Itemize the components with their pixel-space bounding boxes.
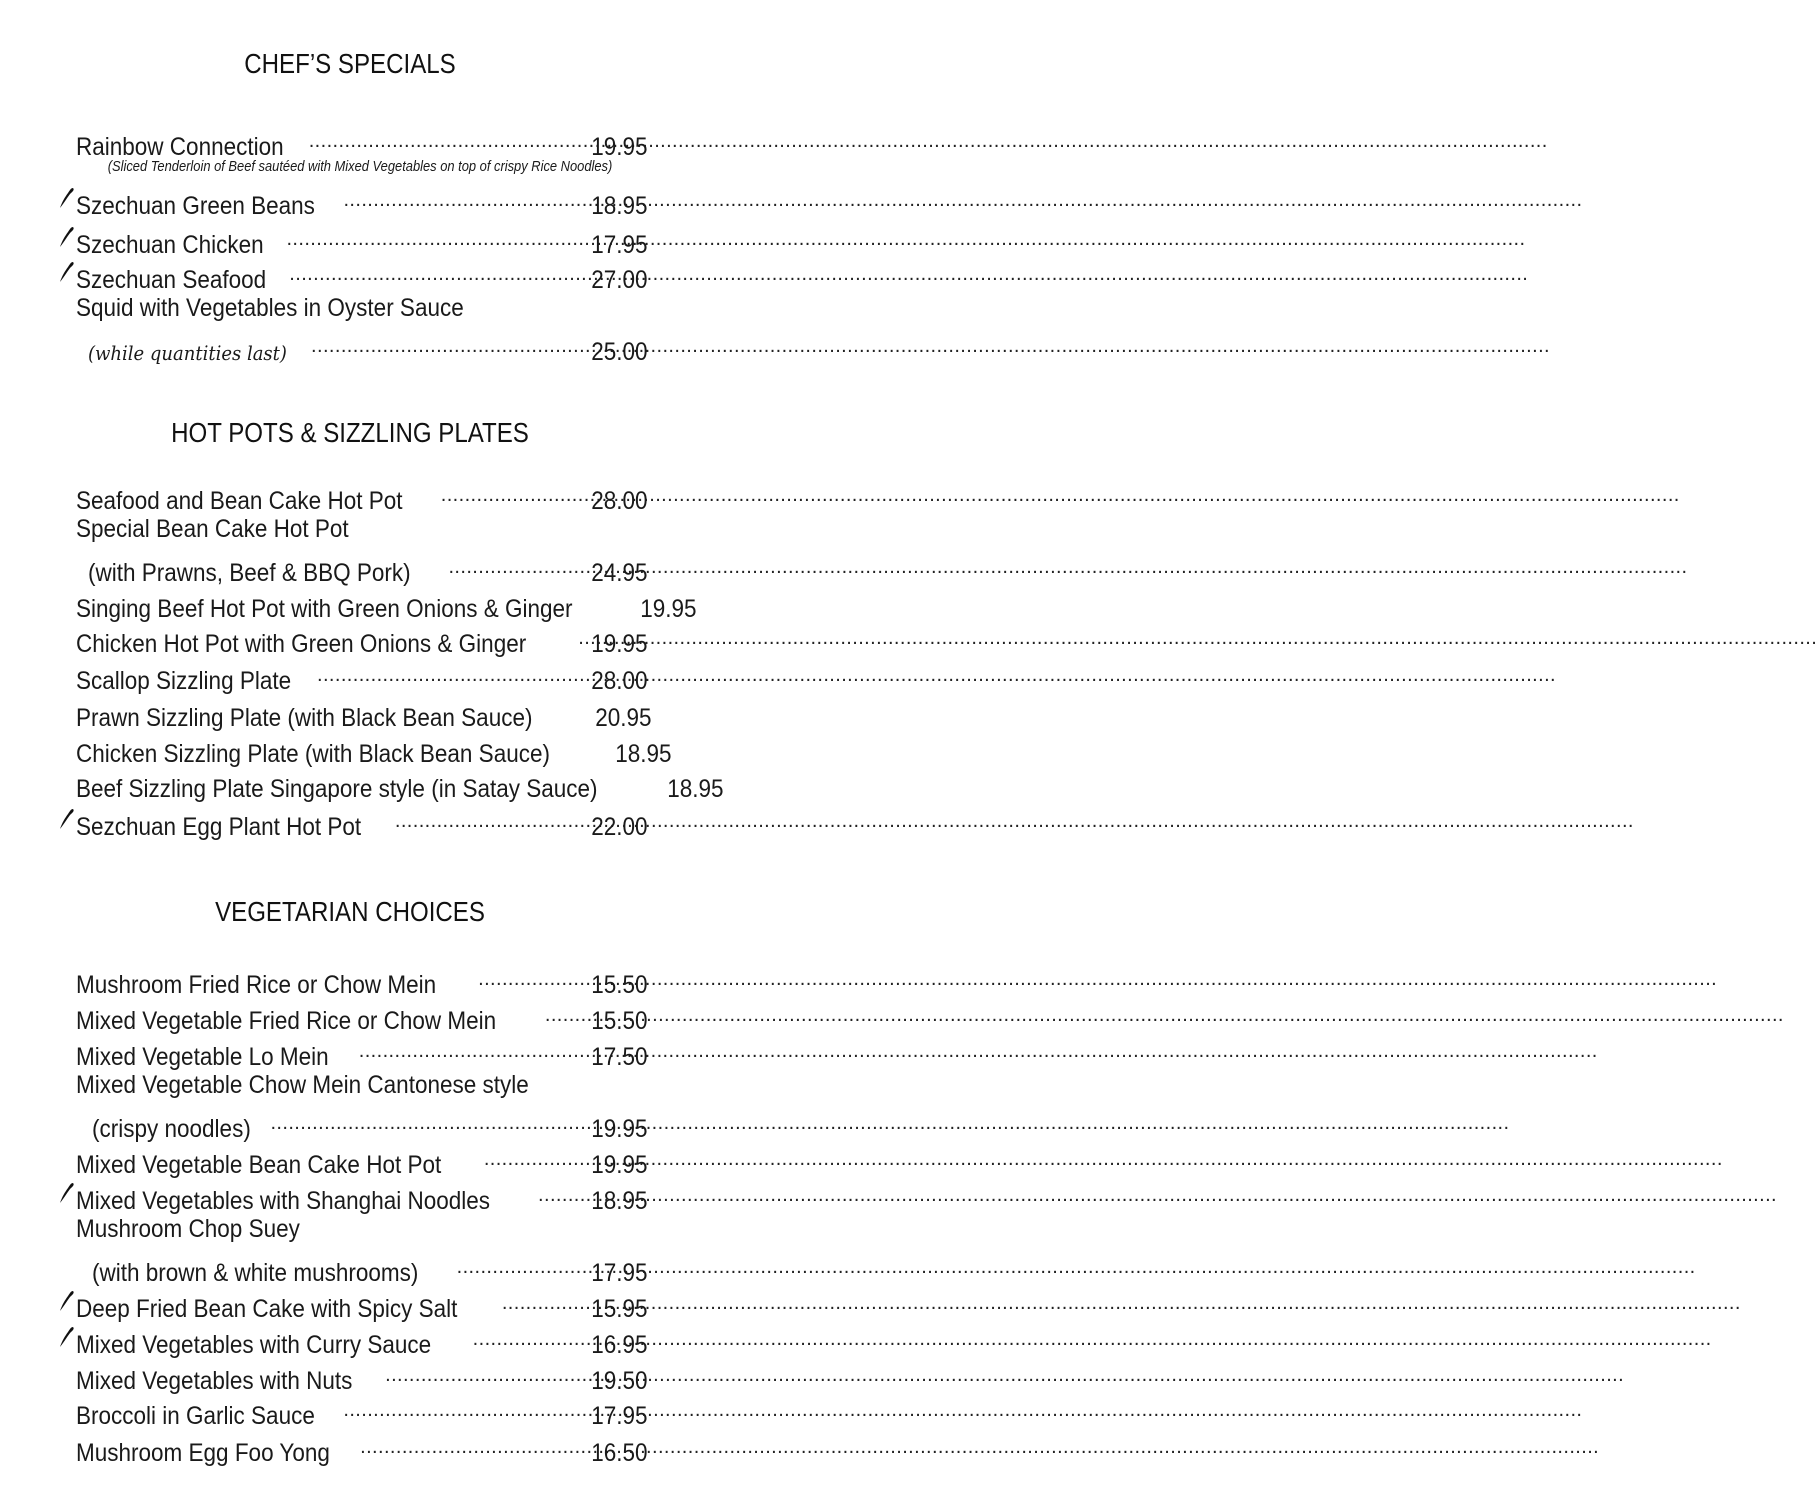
item-name: Mixed Vegetable Chow Mein Cantonese style xyxy=(76,1071,529,1099)
item-subtitle: (crispy noodles) xyxy=(92,1115,251,1143)
menu-page xyxy=(0,0,725,1511)
leader-dots xyxy=(317,657,581,689)
item-note: (while quantities last) xyxy=(88,341,287,365)
item-price: 16.95 xyxy=(591,1331,648,1359)
item-price: 15.95 xyxy=(591,1295,648,1323)
item-name: Chicken Sizzling Plate (with Black Bean Sauce) xyxy=(76,740,550,768)
item-price: 27.00 xyxy=(591,266,648,294)
leader-dots xyxy=(545,997,582,1029)
leader-dots xyxy=(360,1429,581,1461)
leader-dots xyxy=(270,1105,581,1137)
menu-item xyxy=(76,1033,648,1071)
item-name: Singing Beef Hot Pot with Green Onions & Ginger xyxy=(76,595,573,623)
menu-item xyxy=(88,328,648,366)
leader-dots xyxy=(385,1357,581,1389)
menu-item xyxy=(76,1177,648,1215)
menu-item xyxy=(76,221,648,259)
item-price: 20.95 xyxy=(595,704,652,732)
item-name: Mixed Vegetables with Nuts xyxy=(76,1367,353,1395)
menu-item xyxy=(76,620,648,658)
menu-item xyxy=(76,256,648,294)
menu-item xyxy=(76,1429,648,1467)
item-price: 15.50 xyxy=(591,1007,648,1035)
item-name: Beef Sizzling Plate Singapore style (in Satay Sauce) xyxy=(76,775,598,803)
menu-item xyxy=(76,803,648,841)
item-price: 18.95 xyxy=(591,192,648,220)
item-name: Mixed Vegetable Bean Cake Hot Pot xyxy=(76,1151,442,1179)
item-price: 17.95 xyxy=(591,231,648,259)
item-price: 15.50 xyxy=(591,971,648,999)
leader-dots xyxy=(457,1249,582,1281)
menu-item xyxy=(88,549,648,587)
leader-dots xyxy=(343,182,581,214)
leader-dots xyxy=(395,803,582,835)
menu-item xyxy=(92,1105,648,1143)
leader-dots xyxy=(441,477,582,509)
item-name: Mushroom Fried Rice or Chow Mein xyxy=(76,971,437,999)
item-name: Szechuan Seafood xyxy=(76,266,267,294)
item-price: 19.50 xyxy=(591,1367,648,1395)
item-price: 17.50 xyxy=(591,1043,648,1071)
item-name: Seafood and Bean Cake Hot Pot xyxy=(76,487,403,515)
item-name: Scallop Sizzling Plate xyxy=(76,667,292,695)
chili-pepper-icon xyxy=(58,807,76,831)
item-name: Mixed Vegetable Fried Rice or Chow Mein xyxy=(76,1007,497,1035)
item-price: 17.95 xyxy=(591,1259,648,1287)
item-description: (Sliced Tenderloin of Beef sautéed with Mixed Vegetables on top of crispy Rice Noodles) xyxy=(107,158,613,175)
item-price: 28.00 xyxy=(591,487,648,515)
item-name: Mushroom Egg Foo Yong xyxy=(76,1439,330,1467)
item-name: Deep Fried Bean Cake with Spicy Salt xyxy=(76,1295,458,1323)
leader-dots xyxy=(538,1177,581,1209)
item-price: 19.95 xyxy=(639,595,697,623)
item-name: Squid with Vegetables in Oyster Sauce xyxy=(76,294,464,322)
item-name: Mixed Vegetables with Curry Sauce xyxy=(76,1331,432,1359)
menu-item xyxy=(76,961,648,999)
section-heading-vegetarian: VEGETARIAN CHOICES xyxy=(215,896,485,927)
leader-dots xyxy=(343,1392,581,1424)
chili-pepper-icon xyxy=(58,1289,76,1313)
item-price: 19.95 xyxy=(591,1115,648,1143)
item-name: Szechuan Chicken xyxy=(76,231,264,259)
menu-item xyxy=(76,657,648,695)
chili-pepper-icon xyxy=(58,225,76,249)
menu-item xyxy=(76,1285,648,1323)
menu-item xyxy=(76,997,648,1035)
menu-item xyxy=(76,585,697,623)
item-name: Prawn Sizzling Plate (with Black Bean Sauce) xyxy=(76,704,533,732)
chili-pepper-icon xyxy=(58,1181,76,1205)
item-price: 19.95 xyxy=(591,630,648,658)
item-name: Broccoli in Garlic Sauce xyxy=(76,1402,315,1430)
item-name: Szechuan Green Beans xyxy=(76,192,315,220)
menu-item xyxy=(76,182,648,220)
item-name: Sezchuan Egg Plant Hot Pot xyxy=(76,813,362,841)
item-price: 18.95 xyxy=(614,740,672,768)
item-subtitle: (with Prawns, Beef & BBQ Pork) xyxy=(88,559,411,587)
item-price: 18.95 xyxy=(591,1187,648,1215)
leader-dots xyxy=(502,1285,582,1317)
leader-dots xyxy=(578,620,581,652)
item-price: 19.95 xyxy=(591,1151,648,1179)
leader-dots xyxy=(311,328,581,360)
leader-dots xyxy=(309,123,582,155)
item-price: 25.00 xyxy=(591,338,648,366)
leader-dots xyxy=(478,961,581,993)
menu-item xyxy=(76,1392,648,1430)
item-price: 24.95 xyxy=(591,559,648,587)
chili-pepper-icon xyxy=(58,260,76,284)
menu-item xyxy=(76,765,725,803)
section-heading-chefs-specials: CHEF’S SPECIALS xyxy=(244,48,456,79)
leader-dots xyxy=(484,1141,582,1173)
item-name: Special Bean Cake Hot Pot xyxy=(76,515,349,543)
item-name: Mixed Vegetable Lo Mein xyxy=(76,1043,329,1071)
leader-dots xyxy=(289,256,581,288)
item-name: Rainbow Connection xyxy=(76,133,284,161)
item-price: 19.95 xyxy=(591,133,648,161)
menu-item xyxy=(76,123,648,161)
section-heading-hot-pots: HOT POTS & SIZZLING PLATES xyxy=(171,417,529,448)
item-price: 17.95 xyxy=(591,1402,648,1430)
menu-item xyxy=(76,1357,648,1395)
menu-item xyxy=(76,477,648,515)
item-name: Mushroom Chop Suey xyxy=(76,1215,300,1243)
menu-item xyxy=(76,730,672,768)
item-price: 28.00 xyxy=(591,667,648,695)
item-price: 22.00 xyxy=(591,813,648,841)
item-name: Mixed Vegetables with Shanghai Noodles xyxy=(76,1187,491,1215)
item-price: 18.95 xyxy=(667,775,725,803)
item-name: Chicken Hot Pot with Green Onions & Ginger xyxy=(76,630,527,658)
chili-pepper-icon xyxy=(58,186,76,210)
leader-dots xyxy=(286,221,581,253)
leader-dots xyxy=(448,549,581,581)
item-subtitle: (with brown & white mushrooms) xyxy=(92,1259,419,1287)
leader-dots xyxy=(359,1033,582,1065)
leader-dots xyxy=(473,1321,582,1353)
chili-pepper-icon xyxy=(58,1325,76,1349)
menu-item xyxy=(92,1249,648,1287)
item-price: 16.50 xyxy=(591,1439,648,1467)
menu-item xyxy=(76,694,652,732)
menu-item xyxy=(76,1141,648,1179)
menu-item xyxy=(76,1321,648,1359)
